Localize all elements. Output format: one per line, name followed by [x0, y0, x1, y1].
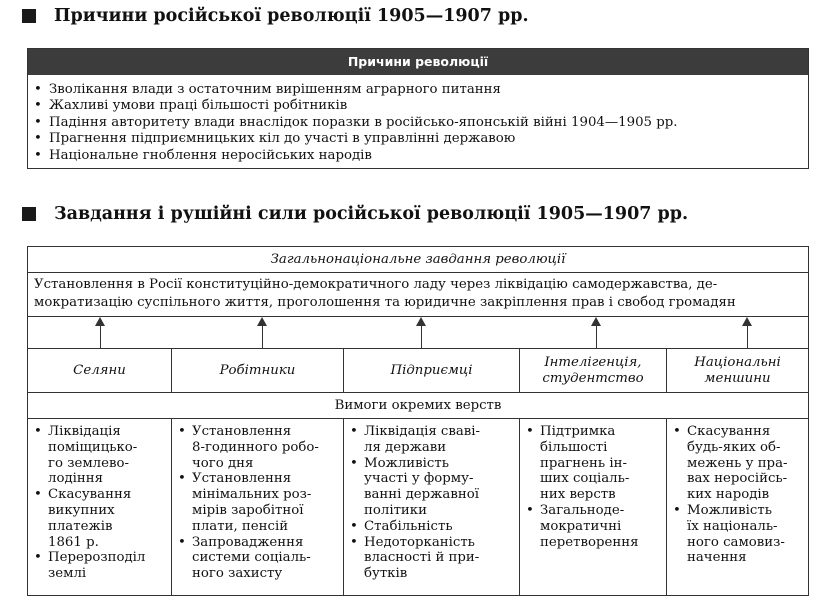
demand-text: [364, 519, 453, 535]
cause-item: • Падіння авторитету влади внаслідок поразки в російсько-японській війні 1904—1905 рр.: [34, 114, 678, 130]
cause-item: • Прагнення підприємницьких кіл до участі в управлінні державою: [34, 131, 516, 147]
demand-line: власності й при-: [364, 550, 480, 566]
bullet-icon: •: [350, 424, 358, 439]
demand-line: платежів: [48, 518, 113, 534]
demand-text: [48, 550, 145, 582]
demand-line: бутків: [364, 566, 408, 582]
demand-text: [364, 424, 480, 456]
social-groups-row: [28, 349, 808, 393]
arrow-up-icon: [741, 317, 753, 349]
demand-text: [687, 503, 785, 566]
demands-column: [172, 419, 344, 595]
demand-line: землі: [48, 566, 87, 582]
demands-column: [28, 419, 172, 595]
demand-line: ших соціаль-: [540, 471, 630, 487]
bullet-icon: •: [526, 502, 534, 518]
demand-line: Можливість: [364, 455, 449, 471]
demand-item: [350, 456, 515, 519]
cause-item: • Жахливі умови праці більшості робітників: [34, 98, 348, 114]
demand-text: [192, 471, 311, 534]
demand-line: Перерозподіл: [48, 550, 146, 566]
demand-line: ного захисту: [192, 566, 283, 582]
demand-line: Скасування: [687, 424, 771, 439]
demand-line: мірів заробітної: [192, 502, 304, 518]
demands-column: [520, 419, 667, 595]
bullet-icon: •: [673, 502, 681, 518]
demand-line: ля держави: [364, 439, 447, 455]
bullet-icon: •: [350, 534, 358, 550]
demand-item: [673, 424, 804, 503]
demand-line: політики: [364, 502, 427, 518]
demand-line: перетворення: [540, 534, 639, 550]
demand-item: [526, 424, 662, 503]
demand-item: [34, 550, 167, 582]
bullet-icon: •: [350, 518, 358, 534]
bullet-icon: •: [673, 424, 681, 439]
demand-line: Стабільність: [364, 518, 453, 534]
group-intelligentsia: Інтелігенція, студентство: [520, 349, 667, 392]
demand-line: Скасування: [48, 487, 132, 503]
group-entrepreneurs: Підприємці: [344, 349, 520, 392]
bullet-icon: •: [526, 424, 534, 439]
demand-line: Ліквідація сваві-: [364, 424, 481, 439]
demand-line: мінімальних роз-: [192, 487, 312, 503]
cause-item: • Зволікання влади з остаточним вирішенням аграрного питання: [34, 82, 501, 97]
demand-text: [48, 424, 137, 487]
demand-line: межень у пра-: [687, 455, 788, 471]
group-peasants: Селяни: [28, 349, 172, 392]
demand-line: викупних: [48, 502, 115, 518]
demand-text: [192, 424, 319, 471]
demand-line: участі у форму-: [364, 471, 474, 487]
national-task-description: [28, 273, 808, 317]
bullet-icon: •: [350, 455, 358, 471]
demand-line: ких народів: [687, 487, 770, 503]
demand-line: них верств: [540, 487, 616, 503]
demand-line: плати, пенсій: [192, 518, 289, 534]
task-line: Установлення в Росії конституційно-демократичного ладу через ліквідацію самодержавства, де-: [34, 277, 718, 292]
demand-text: [540, 424, 629, 503]
demand-line: 8-годинного робо-: [192, 439, 319, 455]
national-task-header: Загальнонаціональне завдання революції: [28, 247, 808, 273]
demand-line: лодіння: [48, 471, 104, 487]
section1-heading: [22, 6, 529, 26]
group-minorities: Національні меншини: [694, 354, 781, 386]
demand-line: будь-яких об-: [687, 439, 781, 455]
arrow-up-icon: [590, 317, 602, 349]
demand-text: [687, 424, 788, 503]
demand-line: го землево-: [48, 455, 129, 471]
demands-row: [28, 419, 808, 595]
demand-line: поміщицько-: [48, 439, 138, 455]
demand-line: Загальноде-: [540, 502, 625, 518]
demand-item: [178, 471, 339, 534]
demand-item: [350, 424, 515, 456]
bullet-icon: •: [178, 424, 186, 439]
demands-column: [344, 419, 520, 595]
demand-line: Можливість: [687, 502, 772, 518]
demand-line: Установлення: [192, 424, 292, 439]
demand-line: їх національ-: [687, 518, 778, 534]
section2-title: Завдання і рушійні сили російської революції 1905—1907 рр.: [54, 204, 689, 224]
demand-line: 1861 р.: [48, 534, 99, 550]
demand-line: прагнень ін-: [540, 455, 627, 471]
cause-item: • Національне гноблення неросійських народів: [34, 147, 372, 163]
demand-text: [540, 503, 638, 550]
demand-line: начення: [687, 550, 747, 566]
demand-item: [526, 503, 662, 550]
demand-item: [350, 519, 515, 535]
bullet-icon: •: [178, 534, 186, 550]
demand-line: Недоторканість: [364, 534, 475, 550]
demand-line: ванні державної: [364, 487, 479, 503]
bullet-icon: •: [34, 550, 42, 566]
demand-line: ного самовиз-: [687, 534, 785, 550]
demand-item: [34, 487, 167, 550]
demand-item: [673, 503, 804, 566]
causes-list: [28, 75, 808, 168]
causes-table-header: Причини революції: [28, 49, 808, 75]
bullet-icon: •: [34, 487, 42, 503]
demand-item: [178, 424, 339, 471]
bullet-icon: •: [34, 424, 42, 439]
demand-line: мократичні: [540, 518, 622, 534]
demand-item: [178, 535, 339, 582]
group-workers: Робітники: [172, 349, 344, 392]
causes-table: [27, 48, 809, 169]
bullet-icon: •: [178, 471, 186, 487]
demand-text: [364, 535, 479, 582]
demands-header: Вимоги окремих верств: [28, 393, 808, 419]
demand-item: [34, 424, 167, 487]
task-line: мократизацію суспільного життя, проголошення та юридичне закріплення прав і свобод громадян: [34, 295, 736, 310]
square-bullet-icon: [22, 207, 36, 221]
demand-item: [350, 535, 515, 582]
demand-line: Установлення: [192, 471, 292, 487]
square-bullet-icon: [22, 9, 36, 23]
arrow-up-icon: [94, 317, 106, 349]
arrow-up-icon: [256, 317, 268, 349]
demand-line: Ліквідація: [48, 424, 121, 439]
arrow-up-icon: [415, 317, 427, 349]
demand-line: більшості: [540, 439, 608, 455]
demand-text: [364, 456, 479, 519]
demands-column: [667, 419, 808, 595]
section1-title: Причини російської революції 1905—1907 рр.: [54, 6, 529, 26]
demand-text: [192, 535, 311, 582]
demand-text: [48, 487, 131, 550]
arrows-row: [28, 317, 808, 349]
demand-line: вах неросійсь-: [687, 471, 788, 487]
tasks-table: [27, 246, 809, 596]
demand-line: чого дня: [192, 455, 254, 471]
section2-heading: [22, 204, 688, 224]
demand-line: системи соціаль-: [192, 550, 311, 566]
demand-line: Підтримка: [540, 424, 616, 439]
demand-line: Запровадження: [192, 534, 304, 550]
